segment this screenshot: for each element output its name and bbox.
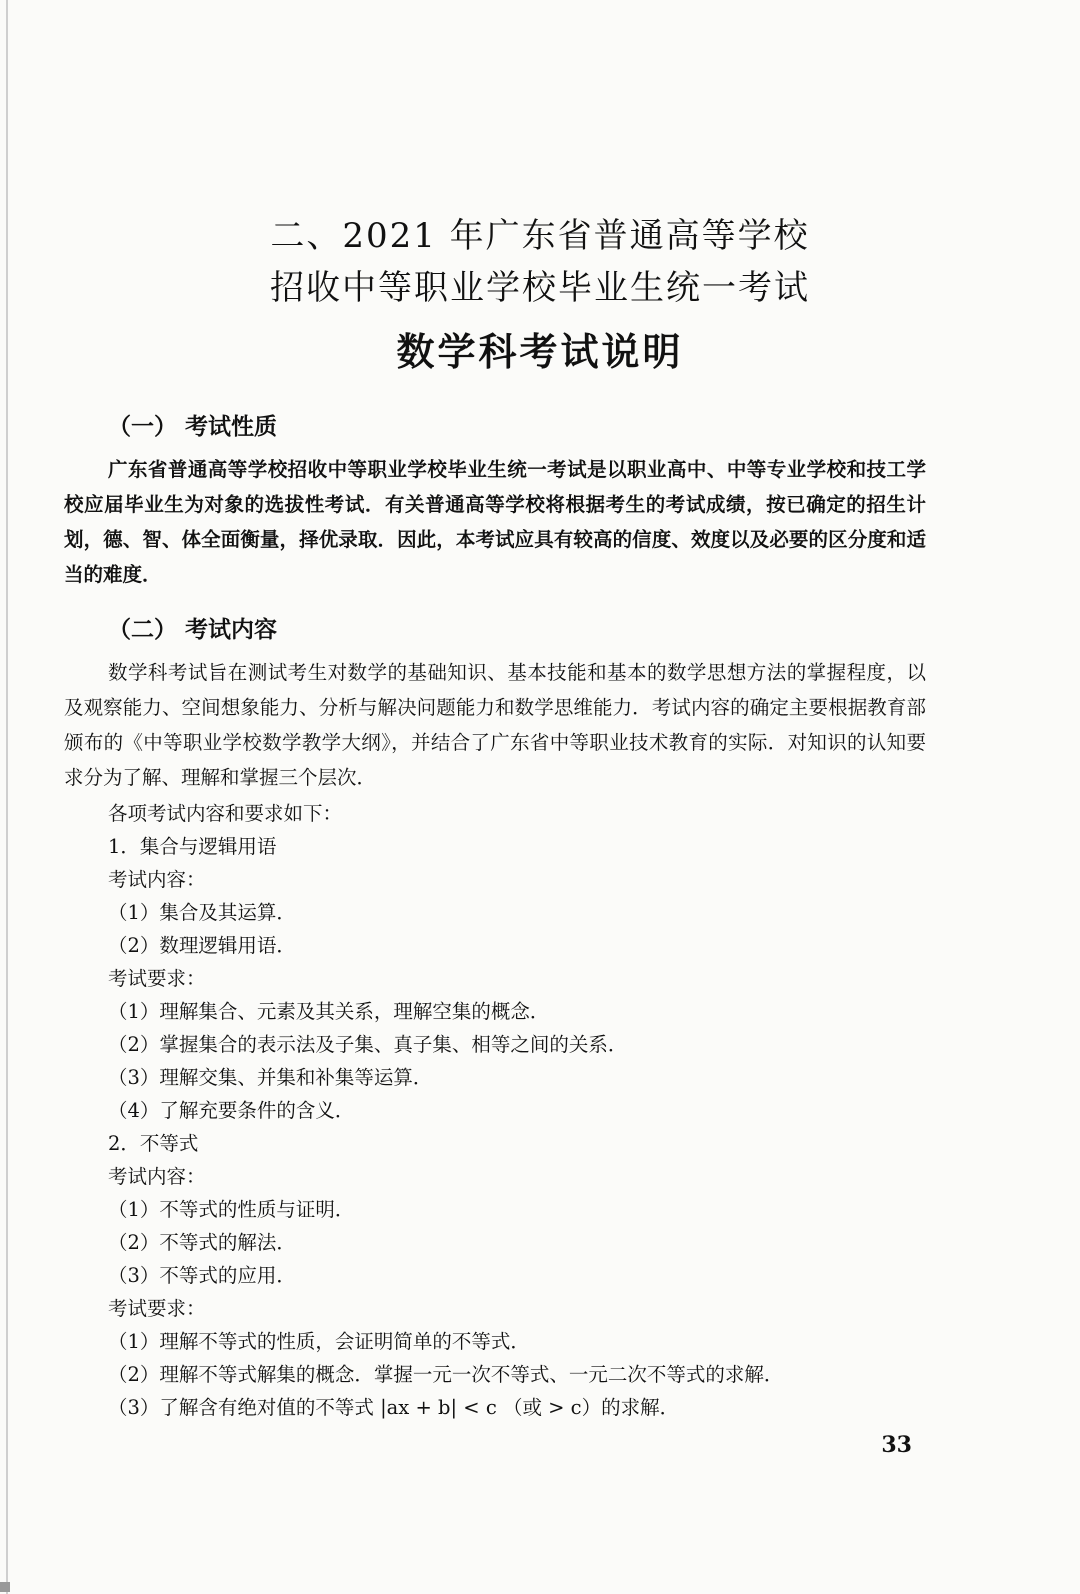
list-line: （3）理解交集、并集和补集等运算． <box>108 1066 433 1089</box>
list-line: （1）理解集合、元素及其关系，理解空集的概念． <box>108 1000 550 1023</box>
list-line: 考试要求： <box>108 1297 206 1320</box>
title-main: 数学科考试说明 <box>396 330 684 374</box>
list-line: （2）理解不等式解集的概念．掌握一元一次不等式、一元二次不等式的求解． <box>108 1363 784 1386</box>
list-line: 考试内容： <box>108 868 206 891</box>
list-line: （2）掌握集合的表示法及子集、真子集、相等之间的关系． <box>108 1033 628 1056</box>
section-heading-nature: （一） 考试性质 <box>108 414 278 440</box>
title-line-2: 招收中等职业学校毕业生统一考试 <box>270 268 810 308</box>
list-line: （3）不等式的应用． <box>108 1264 296 1287</box>
list-line: （1）理解不等式的性质，会证明简单的不等式． <box>108 1330 530 1353</box>
list-line: 考试内容： <box>108 1165 206 1188</box>
content-list <box>108 797 928 1424</box>
page-number: 33 <box>881 1432 912 1458</box>
list-line: 2．不等式 <box>108 1132 199 1155</box>
scan-corner-mark <box>0 1582 10 1592</box>
list-line: （3）了解含有绝对值的不等式 |ax + b| < c （或 > c）的求解． <box>108 1396 680 1419</box>
section-paragraph-content: 数学科考试旨在测试考生对数学的基础知识、基本技能和基本的数学思想方法的掌握程度，以及观察能力、空间想象能力、分析与解决问题能力和数学思维能力．考试内容的确定主要根据教育部颁布的《中等职业学校数学教学大纲》，并结合了广东省中等职业技术教育的实际．对知识的认知要求分为了解、理解和掌握三个层次． <box>64 661 926 789</box>
list-line: 各项考试内容和要求如下： <box>108 802 343 825</box>
list-line: （2）不等式的解法． <box>108 1231 296 1254</box>
section-paragraph-nature: 广东省普通高等学校招收中等职业学校毕业生统一考试是以职业高中、中等专业学校和技工学校应届毕业生为对象的选拔性考试．有关普通高等学校将根据考生的考试成绩，按已确定的招生计划，德、智、体全面衡量，择优录取．因此，本考试应具有较高的信度、效度以及必要的区分度和适当的难度． <box>64 458 926 586</box>
list-line: （2）数理逻辑用语． <box>108 934 296 957</box>
section-heading-content: （二） 考试内容 <box>108 617 278 643</box>
list-line: （1）集合及其运算． <box>108 901 296 924</box>
title-line-1: 二、2021 年广东省普通高等学校 <box>270 216 810 256</box>
list-line: （4）了解充要条件的含义． <box>108 1099 355 1122</box>
list-line: 1．集合与逻辑用语 <box>108 835 277 858</box>
list-line: （1）不等式的性质与证明． <box>108 1198 355 1221</box>
title-block <box>0 210 1080 382</box>
list-line: 考试要求： <box>108 967 206 990</box>
